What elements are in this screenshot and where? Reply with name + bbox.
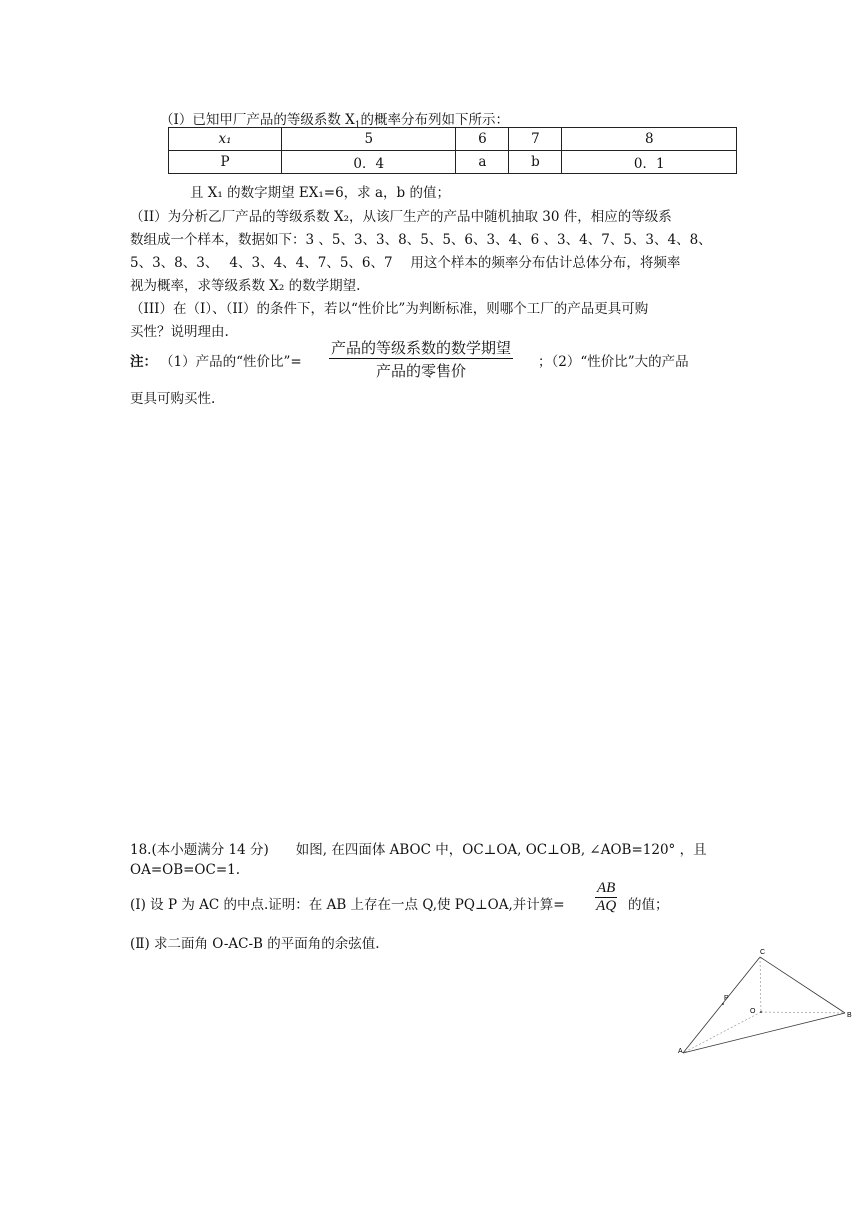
fraction-denominator: AQ: [596, 898, 617, 914]
part1-intro-tail: 的概率分布列如下所示：: [360, 112, 509, 128]
table-cell: P: [169, 151, 282, 174]
edge-co: [760, 957, 761, 1012]
table-cell: 0．4: [282, 151, 456, 174]
part3-line1: （III）在（I）、（II）的条件下，若以“性价比”为判断标准，则哪个工厂的产品更具可购: [130, 301, 649, 317]
fraction-denominator: 产品的零售价: [376, 364, 467, 380]
note-fraction: [329, 337, 513, 381]
q18-line1: 18.(本小题满分 14 分) 如图, 在四面体 ABOC 中，OC⊥OA, OC⊥OB, ∠AOB=120° ，且: [130, 842, 707, 858]
edge-oa: [683, 1012, 761, 1053]
q18-fraction: [595, 880, 617, 915]
table-cell: b: [509, 151, 562, 174]
part2-line2: 数组成一个样本，数据如下：3 、5、3、3、8、5、5、6、3、4、6 、3、4、7、5、3、4、8、: [130, 232, 712, 248]
part2-line4: 视为概率，求等级系数 X₂ 的数学期望.: [130, 278, 361, 294]
table-cell: a: [456, 151, 509, 174]
table-cell: 8: [562, 128, 737, 151]
edge-ac: [683, 957, 760, 1053]
q18-line2: OA=OB=OC=1.: [130, 862, 241, 878]
table-cell: 7: [509, 128, 562, 151]
q18-part2: (Ⅱ) 求二面角 O-AC-B 的平面角的余弦值.: [130, 936, 380, 952]
part2-line1: （II）为分析乙厂产品的等级系数 X₂，从该厂生产的产品中随机抽取 30 件，相应的等级系: [130, 209, 672, 225]
part1-intro-sub: 1: [354, 120, 361, 131]
table-cell: 6: [456, 128, 509, 151]
tetrahedron-figure: [675, 940, 855, 1060]
label-o: O: [750, 1008, 756, 1015]
label-b: B: [847, 1012, 852, 1019]
q18-part1-suffix: 的值；: [628, 897, 669, 913]
part2-line3: 5、3、8、3、 4、3、4、4、7、5、6、7 用这个样本的频率分布估计总体分布，将频率: [130, 255, 681, 271]
q18-part1-prefix: (Ⅰ) 设 P 为 AC 的中点.证明：在 AB 上存在一点 Q,使 PQ⊥OA,并计算=: [130, 897, 565, 913]
point-p: [722, 1003, 724, 1005]
point-o: [760, 1011, 762, 1013]
label-c: C: [760, 949, 766, 956]
fraction-numerator: AB: [597, 880, 616, 896]
table-cell: 0．1: [562, 151, 737, 174]
table-row: [169, 151, 737, 174]
table-cell: 5: [282, 128, 456, 151]
note-suffix: ；（2）“性价比”大的产品: [538, 354, 689, 370]
edge-ab: [683, 1013, 845, 1053]
table-row: [169, 128, 737, 151]
label-a: A: [678, 1048, 683, 1055]
part1-intro-text: （I）已知甲厂产品的等级系数 X: [160, 112, 355, 128]
edge-ob: [761, 1012, 845, 1013]
part1-condition: 且 X₁ 的数字期望 EX₁=6，求 a，b 的值；: [190, 185, 450, 201]
label-p: P: [724, 995, 729, 1002]
table-cell: x₁: [169, 128, 282, 151]
note-prefix: （1）产品的“性价比”=: [160, 354, 302, 370]
edge-cb: [760, 957, 845, 1013]
part3-line2: 买性？说明理由.: [130, 324, 229, 340]
note-line2: 更具可购买性.: [130, 391, 216, 407]
note-label: 注：: [130, 354, 157, 370]
distribution-table: [168, 127, 737, 174]
fraction-numerator: 产品的等级系数的数学期望: [329, 337, 513, 359]
